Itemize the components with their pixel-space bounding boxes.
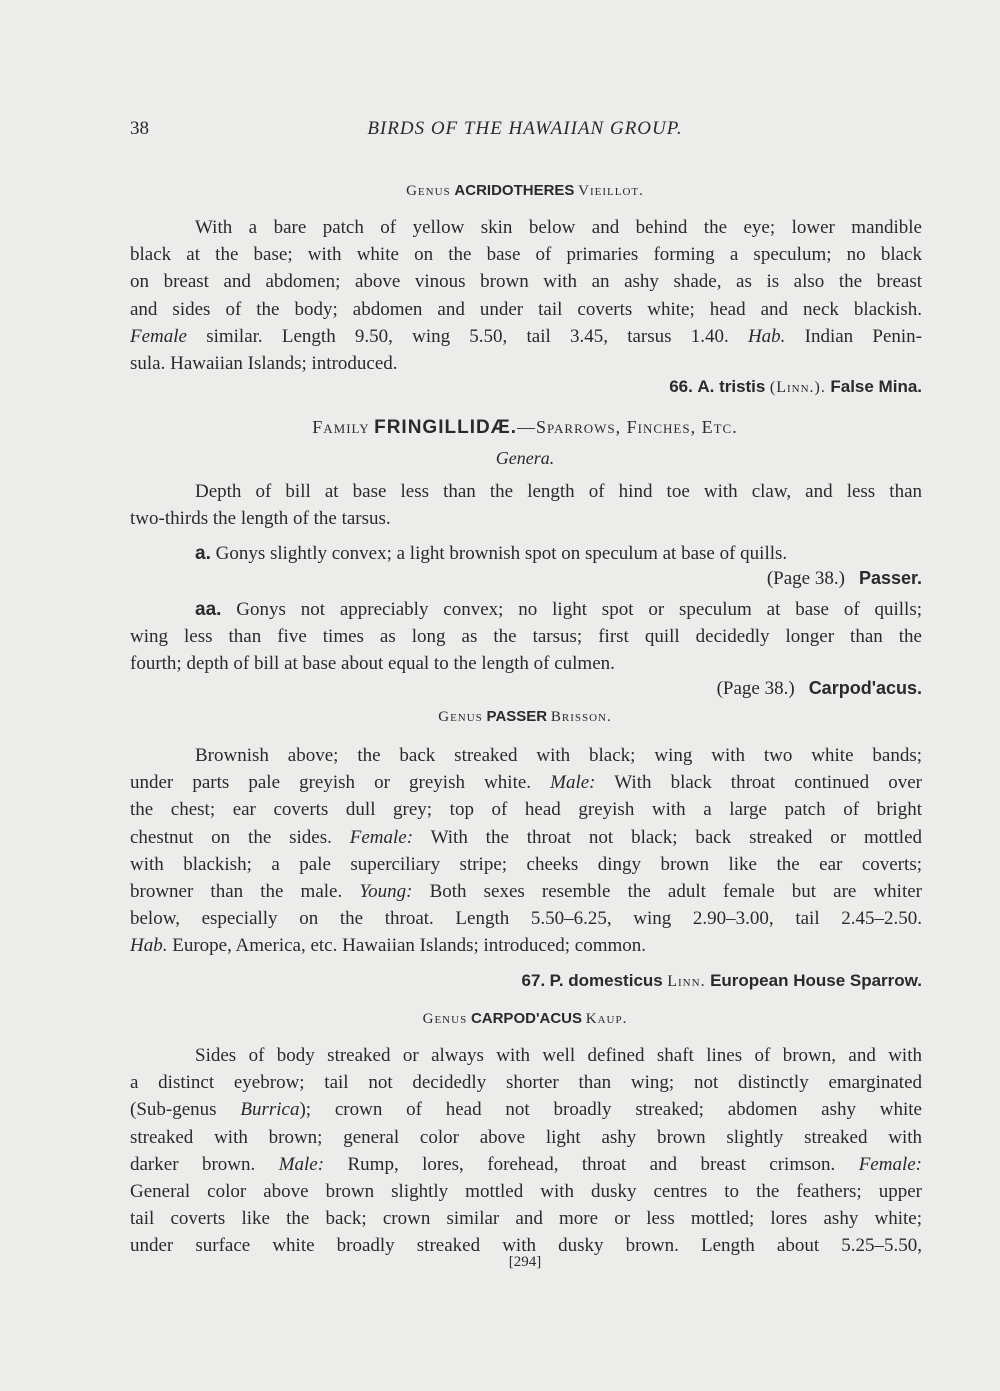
key-a-ref: (Page 38.) Passer.: [766, 568, 922, 589]
genera-key-intro: Depth of bill at base less than the length of hind toe with claw, and less than two-thirds the length of the tarsus.: [130, 481, 922, 530]
genus-heading-passer: Genus PASSER Brisson.: [438, 708, 612, 725]
genus-heading-carpodacus: Genus CARPOD'ACUS Kaup.: [422, 1010, 628, 1027]
species-66: 66. A. tristis (Linn.). False Mina.: [669, 377, 922, 396]
genus-name: ACRIDOTHERES: [454, 182, 575, 199]
genera-heading: Genera.: [495, 448, 555, 468]
acridotheres-description: With a bare patch of yellow skin below and behind the eye; lower mandible black at the base; with white on the base of primaries forming a speculum; no black on breast and abdomen; above vinous brown with an ashy shade, as is also the breast and sides of the body; abdomen and under tail coverts white; head and neck blackish. Female similar. Length 9.50, wing 5.50, tail 3.45, tarsus 1.40. Hab. Indian Penin- sula. Hawaiian Islands; introduced.: [130, 217, 922, 375]
key-a-genus: Passer.: [858, 568, 922, 588]
passer-description: Brownish above; the back streaked with black; wing with two white bands; under parts pale greyish or greyish white. Male: With black throat continued over the chest; ear coverts dull grey; top of head greyish with a large patch of bright chestnut on the sides. Female: With the throat not black; back streaked or mottled with blackish; a pale superciliary stripe; cheeks dingy brown like the ear coverts; browner than the male. Young: Both sexes resemble the adult female but are whiter below, especially on the throat. Length 5.50–6.25, wing 2.90–3.00, tail 2.45–2.50. Hab. Europe, America, etc. Hawaiian Islands; introduced; common.: [130, 745, 923, 957]
running-head: [130, 118, 920, 148]
footer-page-marker: [294]: [508, 1254, 542, 1270]
genus-prefix: Genus: [406, 183, 451, 199]
genus-author: Vieillot.: [578, 183, 644, 199]
key-aa-ref: (Page 38.) Carpod'acus.: [716, 678, 922, 699]
running-title: BIRDS OF THE HAWAIIAN GROUP.: [367, 118, 683, 139]
genus-heading-acridotheres: [130, 182, 920, 200]
key-aa: aa. Gonys not appreciably convex; no light spot or speculum at base of quills; wing less than five times as long as the tarsus; first quill decidedly longer than the fourth; depth of bill at base about equal to the length of culmen.: [130, 599, 922, 675]
key-aa-genus: Carpod'acus.: [808, 678, 922, 698]
family-heading: Family FRINGILLIDÆ.—Sparrows, Finches, Etc.: [312, 417, 738, 438]
species-67: 67. P. domesticus Linn. European House Sparrow.: [521, 971, 922, 990]
carpodacus-description: Sides of body streaked or always with well defined shaft lines of brown, and with a distinct eyebrow; tail not decidedly shorter than wing; not distinctly emarginated (Sub-genus Burrica); crown of head not broadly streaked; abdomen ashy white streaked with brown; general color above light ashy brown slightly streaked with darker brown. Male: Rump, lores, forehead, throat and breast crimson. Female: General color above brown slightly mottled with dusky centres to the feathers; upper tail coverts like the back; crown similar and more or less mottled; lores ashy white; under surface white broadly streaked with dusky brown. Length about 5.25–5.50,: [130, 1045, 922, 1257]
key-a: a. Gonys slightly convex; a light brownish spot on speculum at base of quills.: [195, 543, 788, 564]
page-number: 38: [130, 118, 149, 139]
